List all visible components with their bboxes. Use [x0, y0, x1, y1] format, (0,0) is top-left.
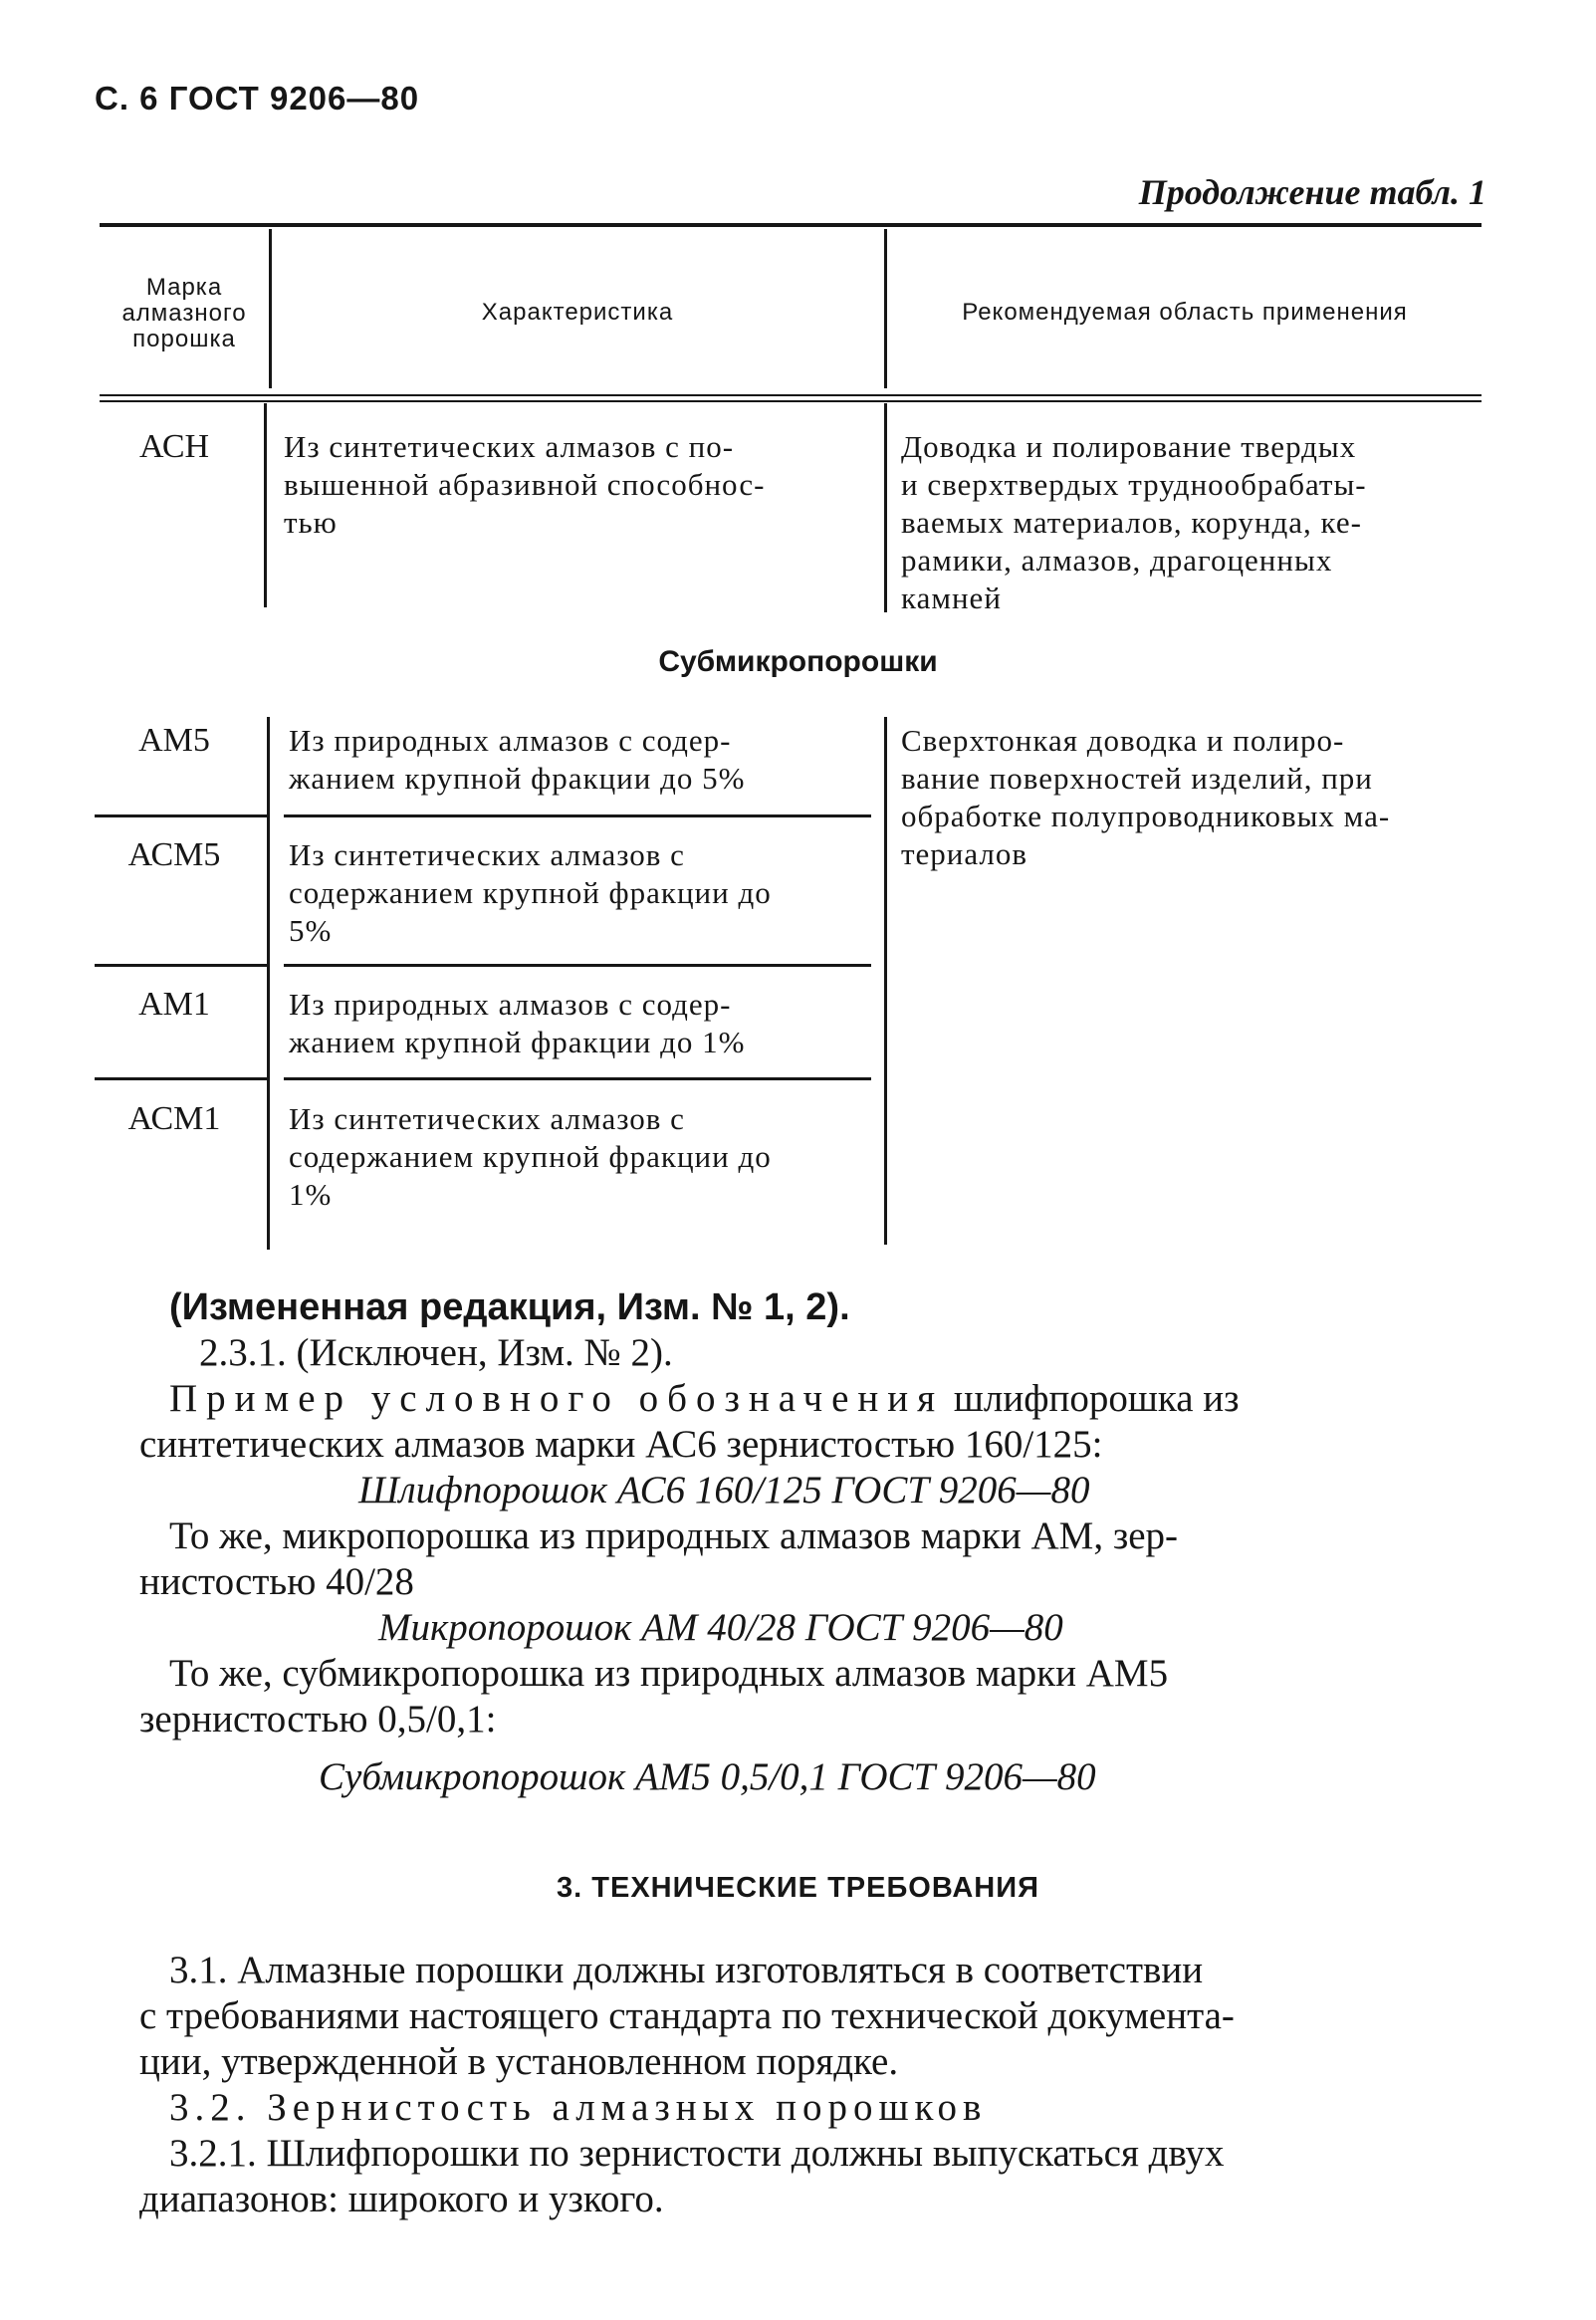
p-3-1-line2: с требованиями настоящего стандарта по технической документа- — [139, 1994, 1235, 2037]
row-rule-mid — [284, 1077, 871, 1080]
clause-2-3-1: 2.3.1. (Исключен, Изм. № 2). — [199, 1331, 673, 1374]
designation-example-3: Субмикропорошок АМ5 0,5/0,1 ГОСТ 9206—80 — [319, 1755, 1096, 1798]
header-rule-2 — [100, 400, 1482, 402]
row-rule-mid — [284, 814, 871, 817]
col-divider-2-group — [884, 717, 887, 1245]
header-rule-1 — [100, 394, 1482, 396]
grade-code: АСМ1 — [127, 1100, 221, 1137]
row-rule-left — [95, 814, 269, 817]
same-micro-line2: нистостью 40/28 — [139, 1560, 414, 1603]
characteristic-cell: Из синтетических алмазов с содержанием крупной фракции до 1% — [289, 1101, 772, 1212]
application-cell: Сверхтонкая доводка и полиро- вание поверхностей изделий, при обработке полупроводниковых ма- териалов — [901, 723, 1391, 871]
grade-code: АМ5 — [138, 722, 210, 759]
characteristic-cell: Из природных алмазов с содер- жанием крупной фракции до 1% — [289, 987, 746, 1059]
p-3-2-1-line2: диапазонов: широкого и узкого. — [139, 2178, 664, 2220]
grade-code: АСМ5 — [127, 836, 221, 873]
col-divider-1-header — [269, 229, 272, 388]
p-3-2-1-line1: 3.2.1. Шлифпорошки по зернистости должны выпускаться двух — [169, 2132, 1225, 2175]
characteristic-cell: Из природных алмазов с содер- жанием крупной фракции до 5% — [289, 723, 746, 796]
col-divider-1-group — [267, 717, 270, 1250]
p-3-1-line3: ции, утвержденной в установленном порядке. — [139, 2040, 899, 2083]
application-cell: Доводка и полирование твердых и сверхтвердых труднообрабаты- ваемых материалов, корунда, ке- рамики, алмазов, драгоценных камней — [901, 429, 1367, 615]
col-divider-2-row1 — [884, 403, 887, 612]
header-col-application: Рекомендуемая область применения — [962, 299, 1408, 326]
designation-example-2: Микропорошок АМ 40/28 ГОСТ 9206—80 — [378, 1606, 1063, 1649]
row-rule-mid — [284, 964, 871, 967]
table-top-rule — [100, 223, 1482, 227]
changed-edition-note: (Измененная редакция, Изм. № 1, 2). — [169, 1286, 850, 1328]
section-3-title: 3. ТЕХНИЧЕСКИЕ ТРЕБОВАНИЯ — [557, 1872, 1039, 1904]
example-intro-line1: Пример условного обозначения шлифпорошка из — [169, 1377, 1240, 1420]
characteristic-cell: Из синтетических алмазов с содержанием крупной фракции до 5% — [289, 837, 772, 948]
characteristic-cell: Из синтетических алмазов с по- вышенной абразивной способнос- тью — [284, 429, 766, 540]
designation-example-1: Шлифпорошок АС6 160/125 ГОСТ 9206—80 — [358, 1469, 1090, 1511]
header-col-grade: Марка алмазного порошка — [121, 274, 247, 352]
col-divider-1-row1 — [264, 403, 267, 607]
col-divider-2-header — [884, 229, 887, 388]
row-rule-left — [95, 1077, 269, 1080]
same-micro-line1: То же, микропорошка из природных алмазов марки АМ, зер- — [169, 1514, 1179, 1557]
example-intro-line2: синтетических алмазов марки АС6 зернистостью 160/125: — [139, 1423, 1103, 1466]
p-3-1-line1: 3.1. Алмазные порошки должны изготовляться в соответствии — [169, 1949, 1204, 1991]
page-header: С. 6 ГОСТ 9206—80 — [95, 80, 420, 116]
group-title-submicro: Субмикропорошки — [658, 645, 938, 678]
header-col-characteristic: Характеристика — [481, 299, 674, 326]
grade-code: АМ1 — [138, 986, 210, 1023]
table-caption: Продолжение табл. 1 — [1138, 172, 1486, 212]
same-submicro-line2: зернистостью 0,5/0,1: — [139, 1698, 497, 1740]
same-submicro-line1: То же, субмикропорошка из природных алмазов марки АМ5 — [169, 1652, 1169, 1695]
grade-code: АСН — [138, 428, 210, 465]
row-rule-left — [95, 964, 269, 967]
p-3-2: 3.2. Зернистость алмазных порошков — [169, 2086, 988, 2129]
